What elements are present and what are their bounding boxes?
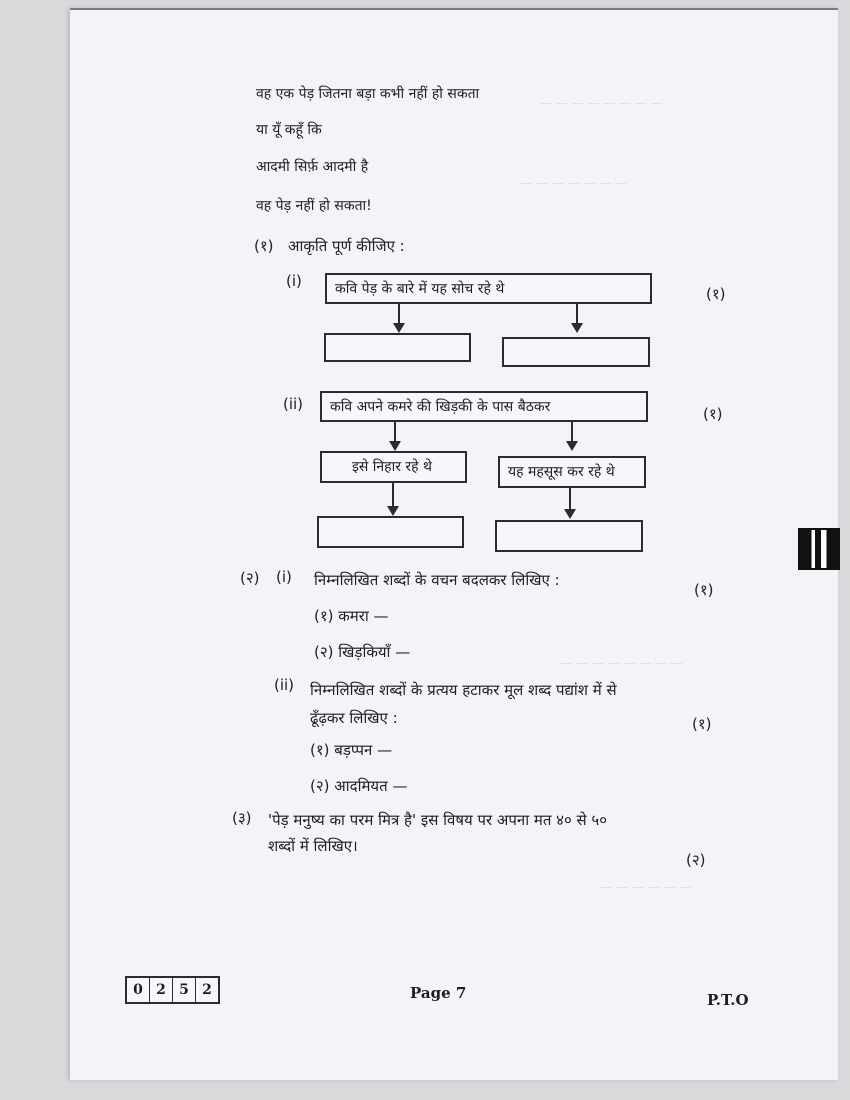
- q2-ii-item-1: (१) बड़प्पन —: [310, 741, 393, 759]
- arrow-down-icon: [398, 304, 400, 324]
- qr-code-icon: [800, 530, 838, 568]
- q1-ii-left-box: [320, 451, 467, 483]
- q2-i-item-1: (१) कमरा —: [314, 607, 389, 625]
- q1-ii-answer-box-right[interactable]: [495, 520, 643, 552]
- q1-i-num: (i): [286, 272, 302, 290]
- paper-code-digit: 2: [150, 978, 173, 1002]
- q2-ii-instruction-line2: ढूँढ़कर लिखिए :: [310, 709, 398, 727]
- q2-i-marks: (१): [694, 581, 714, 599]
- q2-ii-num: (ii): [274, 676, 295, 694]
- q2-i-num: (i): [276, 568, 292, 586]
- q2-label: (२): [240, 569, 260, 587]
- q3-marks: (२): [686, 851, 706, 869]
- arrow-down-icon: [392, 483, 394, 507]
- q1-i-answer-box-left[interactable]: [324, 333, 471, 362]
- q3-text-line2: शब्दों में लिखिए।: [268, 837, 358, 855]
- q2-ii-item-2: (२) आदमियत —: [310, 777, 408, 795]
- arrow-down-icon: [394, 422, 396, 442]
- poem-line-3: आदमी सिर्फ़ आदमी है: [256, 159, 369, 175]
- q2-ii-marks: (१): [692, 715, 712, 733]
- bleed-through-text: — — — — — — — —: [540, 96, 663, 110]
- q2-ii-instruction-line1: निम्नलिखित शब्दों के प्रत्यय हटाकर मूल शब्द पद्यांश में से: [310, 681, 617, 699]
- poem-line-2: या यूँ कहूँ कि: [256, 122, 322, 138]
- poem-line-4: वह पेड़ नहीं हो सकता!: [256, 198, 372, 214]
- q2-i-item-2: (२) खिड़कियाँ —: [314, 643, 411, 661]
- q1-ii-answer-box-left[interactable]: [317, 516, 464, 548]
- pto-label: P.T.O: [707, 991, 749, 1009]
- q1-ii-left-box-text: इसे निहार रहे थे: [352, 459, 432, 475]
- q1-i-top-box: कवि पेड़ के बारे में यह सोच रहे थे: [325, 273, 652, 304]
- q3-label: (३): [232, 809, 252, 827]
- q1-i-marks: (१): [706, 285, 726, 303]
- q1-instruction: आकृति पूर्ण कीजिए :: [288, 237, 405, 255]
- paper-code-digit: 0: [127, 978, 150, 1002]
- page-number: Page 7: [410, 984, 467, 1002]
- arrow-down-icon: [571, 422, 573, 442]
- bleed-through-text: — — — — — —: [600, 880, 692, 894]
- q1-ii-num: (ii): [283, 395, 304, 413]
- arrow-down-icon: [576, 304, 578, 324]
- bleed-through-text: — — — — — — — —: [560, 656, 683, 670]
- q3-text-line1: 'पेड़ मनुष्य का परम मित्र है' इस विषय पर अपना मत ४० से ५०: [268, 811, 608, 829]
- q1-ii-marks: (१): [703, 405, 723, 423]
- q1-ii-top-box: कवि अपने कमरे की खिड़की के पास बैठकर: [320, 391, 648, 422]
- paper-code-digit: 2: [202, 982, 212, 998]
- q2-i-instruction: निम्नलिखित शब्दों के वचन बदलकर लिखिए :: [314, 571, 560, 589]
- q1-label: (१): [254, 237, 274, 255]
- q1-i-answer-box-right[interactable]: [502, 337, 650, 367]
- q1-ii-right-box: यह महसूस कर रहे थे: [498, 456, 646, 488]
- poem-line-1: वह एक पेड़ जितना बड़ा कभी नहीं हो सकता: [256, 86, 480, 102]
- paper-code: [125, 976, 220, 1004]
- paper-code-digit: 5: [173, 978, 196, 1002]
- arrow-down-icon: [569, 488, 571, 510]
- bleed-through-text: — — — — — — —: [520, 176, 627, 190]
